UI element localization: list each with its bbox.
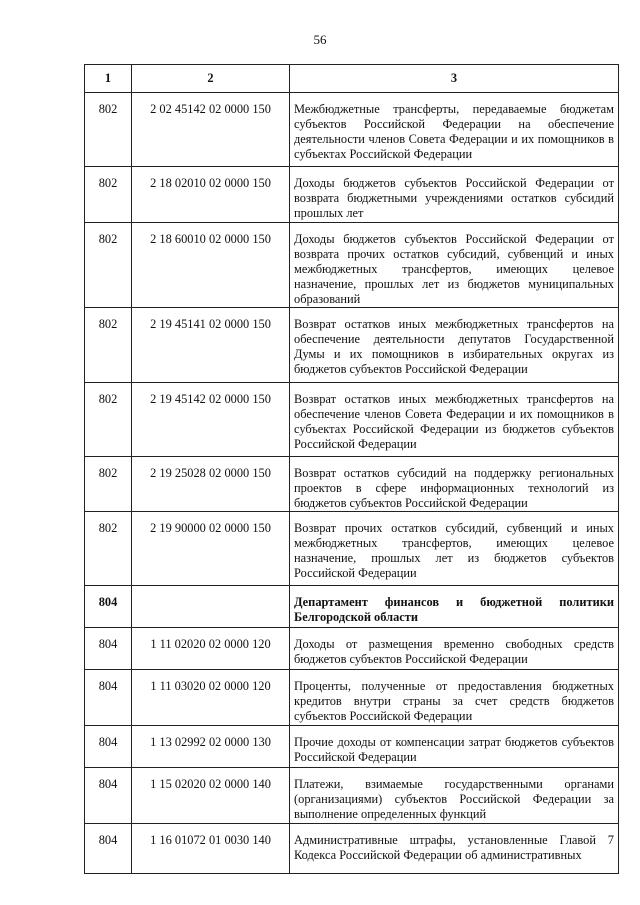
budget-classification-code-cell: 2 02 45142 02 0000 150	[132, 93, 290, 167]
administrator-code-cell: 802	[85, 383, 132, 457]
revenue-description-cell: Доходы бюджетов субъектов Российской Федерации от возврата бюджетными учреждениями остатков субсидий прошлых лет	[290, 167, 619, 223]
budget-classification-code-cell: 1 11 02020 02 0000 120	[132, 628, 290, 670]
table-row	[85, 93, 619, 167]
administrator-code-cell: 804	[85, 726, 132, 768]
table-row	[85, 167, 619, 223]
administrator-code-cell: 802	[85, 93, 132, 167]
budget-classification-code-cell: 2 19 45141 02 0000 150	[132, 308, 290, 383]
revenue-description-cell: Возврат прочих остатков субсидий, субвенций и иных межбюджетных трансфертов, имеющих целевое назначение, прошлых лет из бюджетов субъектов Российской Федерации	[290, 512, 619, 586]
revenue-description-cell: Возврат остатков иных межбюджетных трансфертов на обеспечение деятельности депутатов Государственной Думы и их помощников в избирательных округах из бюджетов субъектов Российской Федерации	[290, 308, 619, 383]
table-row	[85, 383, 619, 457]
administrator-code-cell: 802	[85, 223, 132, 308]
administrator-code-cell: 804	[85, 670, 132, 726]
table-row	[85, 223, 619, 308]
column-header-1: 1	[85, 65, 132, 93]
budget-classification-code-cell: 1 11 03020 02 0000 120	[132, 670, 290, 726]
revenue-description-cell: Проценты, полученные от предоставления бюджетных кредитов внутри страны за счет средств бюджетов субъектов Российской Федерации	[290, 670, 619, 726]
budget-classification-code-cell: 2 19 25028 02 0000 150	[132, 457, 290, 512]
column-header-3: 3	[290, 65, 619, 93]
revenue-description-cell: Доходы от размещения временно свободных средств бюджетов субъектов Российской Федерации	[290, 628, 619, 670]
revenue-description-cell: Возврат остатков субсидий на поддержку региональных проектов в сфере информационных технологий из бюджетов субъектов Российской Федерации	[290, 457, 619, 512]
table-row	[85, 628, 619, 670]
table-row	[85, 512, 619, 586]
revenue-description-cell: Платежи, взимаемые государственными органами (организациями) субъектов Российской Федерации за выполнение определенных функций	[290, 768, 619, 824]
table-row	[85, 670, 619, 726]
administrator-code-cell: 802	[85, 308, 132, 383]
administrator-code-cell: 802	[85, 512, 132, 586]
table-row	[85, 308, 619, 383]
revenue-codes-table	[84, 64, 619, 874]
administrator-code-cell: 802	[85, 457, 132, 512]
budget-classification-code-cell: 2 19 45142 02 0000 150	[132, 383, 290, 457]
budget-classification-code-cell: 1 13 02992 02 0000 130	[132, 726, 290, 768]
revenue-description-cell: Возврат остатков иных межбюджетных трансфертов на обеспечение членов Совета Федерации и их помощников в субъектах Российской Федерации из бюджетов субъектов Российской Федерации	[290, 383, 619, 457]
administrator-code-cell: 804	[85, 824, 132, 874]
table-header-row	[85, 65, 619, 93]
column-header-2: 2	[132, 65, 290, 93]
budget-classification-code-cell: 2 18 02010 02 0000 150	[132, 167, 290, 223]
table-row	[85, 824, 619, 874]
revenue-description-cell: Доходы бюджетов субъектов Российской Федерации от возврата прочих остатков субсидий, субвенций и иных межбюджетных трансфертов, имеющих целевое назначение, прошлых лет из бюджетов муниципальных образований	[290, 223, 619, 308]
budget-classification-code-cell	[132, 586, 290, 628]
table-row	[85, 586, 619, 628]
revenue-description-cell: Межбюджетные трансферты, передаваемые бюджетам субъектов Российской Федерации на обеспечение деятельности членов Совета Федерации и их помощников в субъектах Российской Федерации	[290, 93, 619, 167]
revenue-description-cell: Департамент финансов и бюджетной политики Белгородской области	[290, 586, 619, 628]
budget-classification-code-cell: 2 19 90000 02 0000 150	[132, 512, 290, 586]
budget-classification-code-cell: 2 18 60010 02 0000 150	[132, 223, 290, 308]
table-row	[85, 726, 619, 768]
table-row	[85, 768, 619, 824]
administrator-code-cell: 804	[85, 586, 132, 628]
table-row	[85, 457, 619, 512]
budget-classification-code-cell: 1 16 01072 01 0030 140	[132, 824, 290, 874]
administrator-code-cell: 804	[85, 628, 132, 670]
administrator-code-cell: 802	[85, 167, 132, 223]
page-number: 56	[313, 32, 327, 47]
revenue-description-cell: Административные штрафы, установленные Главой 7 Кодекса Российской Федерации об административных	[290, 824, 619, 874]
budget-classification-code-cell: 1 15 02020 02 0000 140	[132, 768, 290, 824]
administrator-code-cell: 804	[85, 768, 132, 824]
revenue-description-cell: Прочие доходы от компенсации затрат бюджетов субъектов Российской Федерации	[290, 726, 619, 768]
